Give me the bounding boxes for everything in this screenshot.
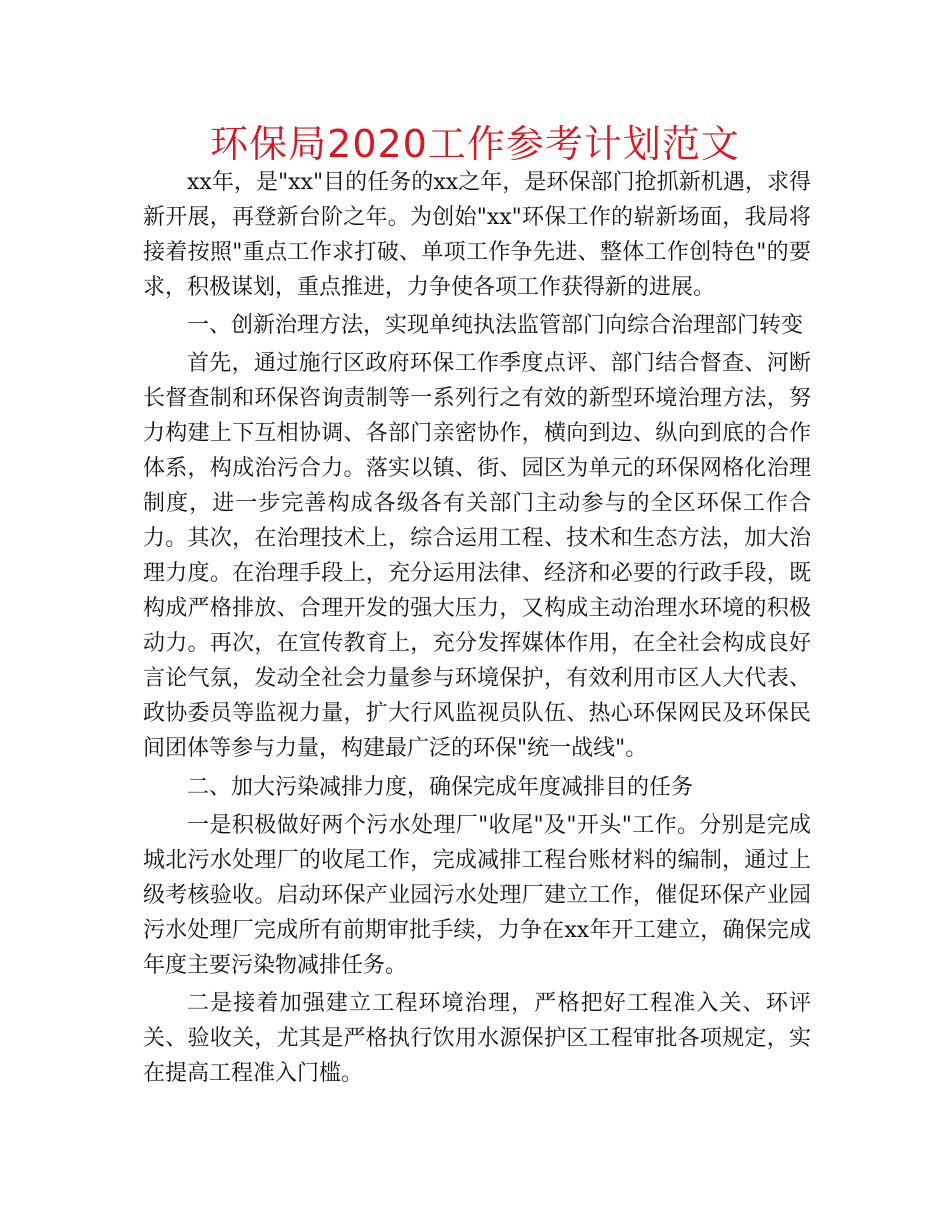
paragraph-intro: xx年，是"xx"目的任务的xx之年，是环保部门抢抓新机遇，求得新开展，再登新台阶之年。为创始"xx"环保工作的崭新场面，我局将接着按照"重点工作求打破、单项工作争先进、整体工作创特色"的要求，积极谋划，重点推进，力争使各项工作获得新的进展。 (143, 170, 811, 300)
section-heading-2: 二、加大污染减排力度，确保完成年度减排目的任务 (187, 774, 694, 800)
document-body (143, 165, 811, 1094)
paragraph-item-2: 二是接着加强建立工程环境治理，严格把好工程准入关、环评关、验收关，尤其是严格执行饮用水源保护区工程审批各项规定，实在提高工程准入门槛。 (143, 990, 811, 1086)
paragraph-item-1: 一是积极做好两个污水处理厂"收尾"及"开头"工作。分别是完成城北污水处理厂的收尾工作，完成减排工程台账材料的编制，通过上级考核验收。启动环保产业园污水处理厂建立工作，催促环保产业园污水处理厂完成所有前期审批手续，力争在xx年开工建立，确保完成年度主要污染物减排任务。 (143, 812, 811, 978)
paragraph-section-1: 首先，通过施行区政府环保工作季度点评、部门结合督查、河断长督查制和环保咨询责制等一系列行之有效的新型环境治理方法，努力构建上下互相协调、各部门亲密协作，横向到边、纵向到底的合作体系，构成治污合力。落实以镇、街、园区为单元的环保网格化治理制度，进一步完善构成各级各有关部门主动参与的全区环保工作合力。其次，在治理技术上，综合运用工程、技术和生态方法，加大治理力度。在治理手段上，充分运用法律、经济和必要的行政手段，既构成严格排放、合理开发的强大压力，又构成主动治理水环境的积极动力。再次，在宣传教育上，充分发挥媒体作用，在全社会构成良好言论气氛，发动全社会力量参与环境保护，有效利用市区人大代表、政协委员等监视力量，扩大行风监视员队伍、热心环保网民及环保民间团体等参与力量，构建最广泛的环保"统一战线"。 (143, 351, 811, 762)
document-title: 环保局2020工作参考计划范文 (210, 122, 740, 166)
section-heading-1: 一、创新治理方法，实现单纯执法监管部门向综合治理部门转变 (187, 313, 804, 339)
